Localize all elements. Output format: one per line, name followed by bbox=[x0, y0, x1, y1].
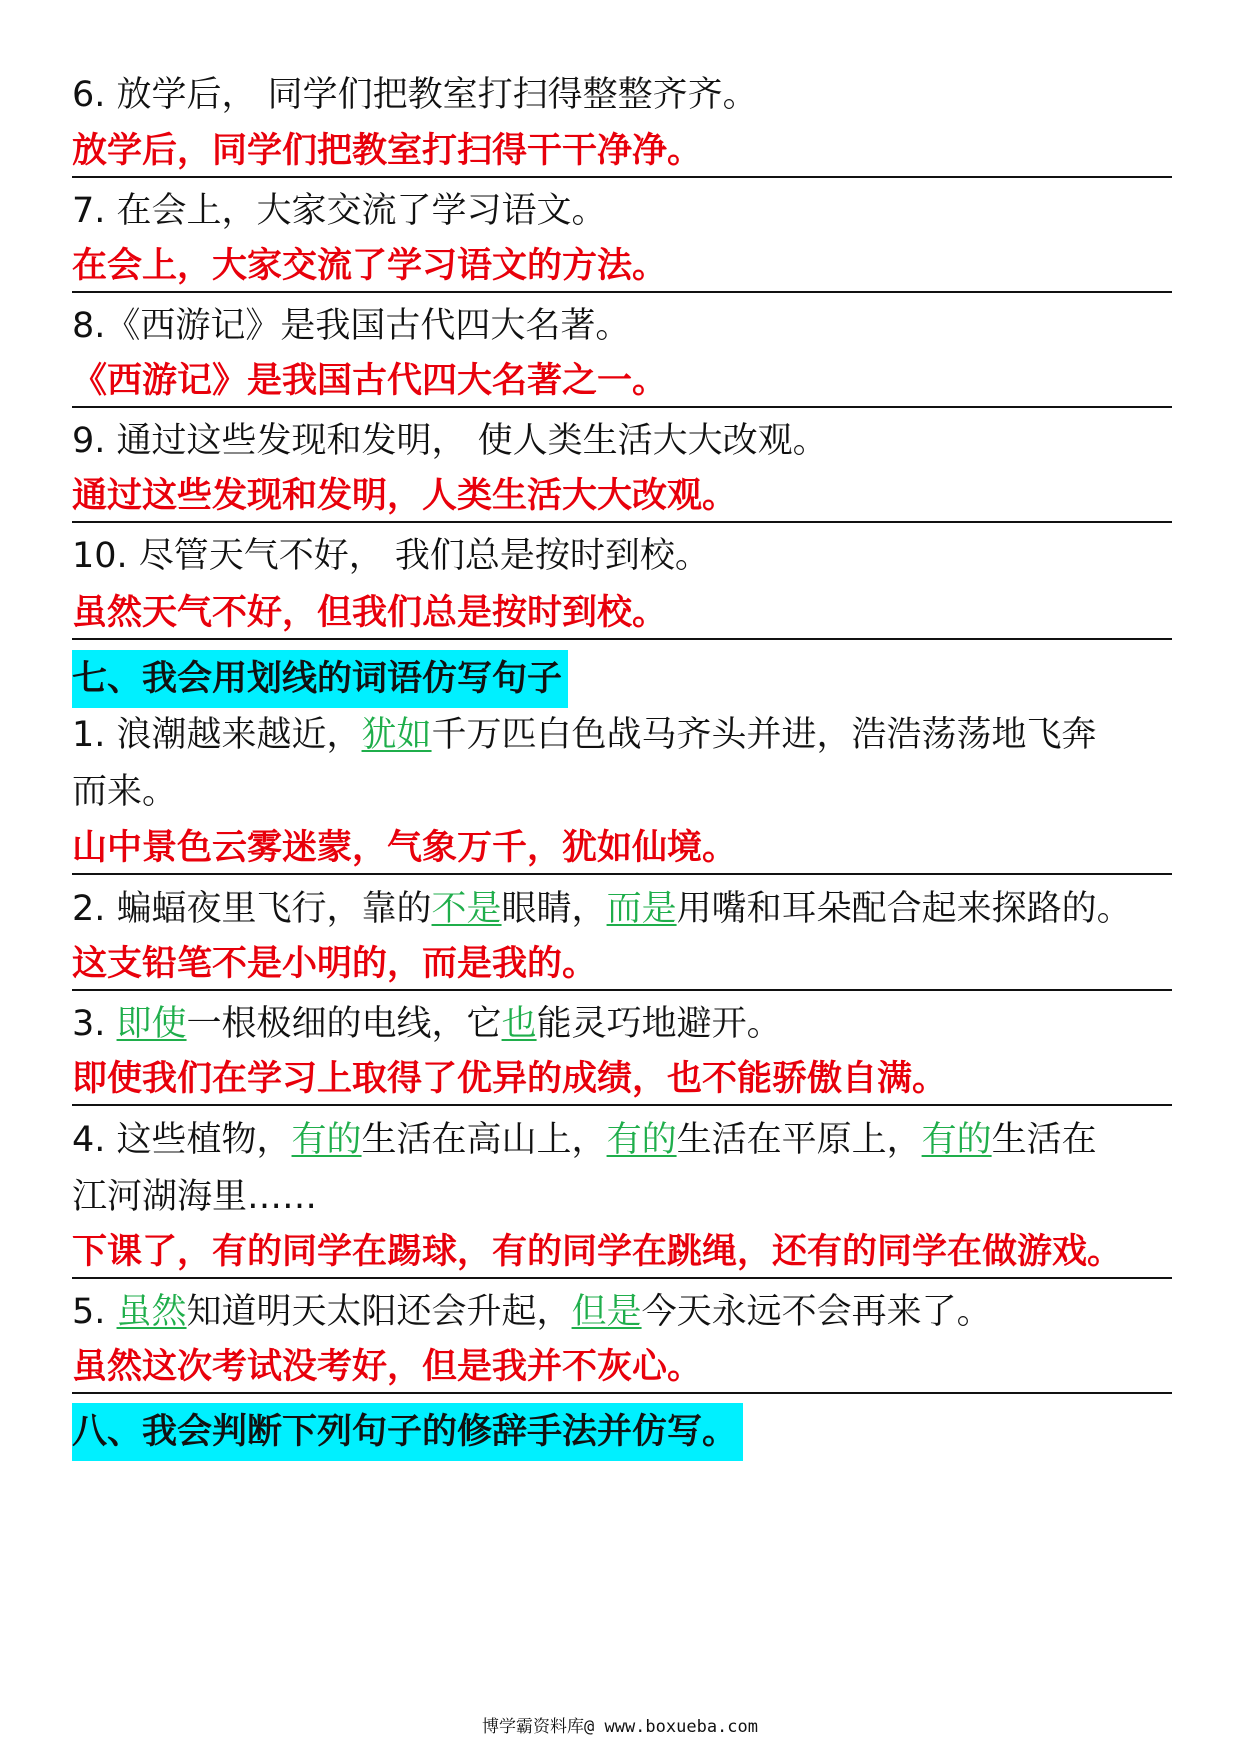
s7-answer-5: 虽然这次考试没考好，但是我并不灰心。 bbox=[72, 1344, 1172, 1394]
question-9: 9. 通过这些发现和发明， 使人类生活大大改观。 bbox=[72, 421, 828, 461]
s7-answer-2: 这支铅笔不是小明的，而是我的。 bbox=[72, 941, 1172, 991]
keyword-underlined: 而是 bbox=[606, 889, 677, 929]
keyword-underlined: 虽然 bbox=[116, 1292, 187, 1332]
keyword-underlined: 有的 bbox=[921, 1120, 992, 1160]
answer-6: 放学后，同学们把教室打扫得干干净净。 bbox=[72, 128, 1172, 178]
q-text: 生活在高山上， bbox=[361, 1120, 607, 1160]
keyword-underlined: 不是 bbox=[431, 889, 502, 929]
s7-question-1-cont: 而来。 bbox=[72, 772, 178, 812]
q-text: 生活在平原上， bbox=[676, 1120, 922, 1160]
section-8-heading: 八、我会判断下列句子的修辞手法并仿写。 bbox=[72, 1403, 743, 1461]
keyword-underlined: 有的 bbox=[606, 1120, 677, 1160]
q-text: 一根极细的电线，它 bbox=[186, 1004, 502, 1044]
s7-question-5 bbox=[72, 1287, 992, 1337]
s7-answer-3: 即使我们在学习上取得了优异的成绩，也不能骄傲自满。 bbox=[72, 1056, 1172, 1106]
keyword-underlined: 也 bbox=[501, 1004, 537, 1044]
q-text: 能灵巧地避开。 bbox=[536, 1004, 782, 1044]
question-7: 7. 在会上，大家交流了学习语文。 bbox=[72, 191, 607, 231]
q-number: 4. 这些植物， bbox=[72, 1120, 292, 1160]
q-text: 生活在 bbox=[991, 1120, 1097, 1160]
s7-question-2 bbox=[72, 884, 1132, 934]
question-6: 6. 放学后， 同学们把教室打扫得整整齐齐。 bbox=[72, 75, 758, 115]
section-7-heading: 七、我会用划线的词语仿写句子 bbox=[72, 650, 568, 708]
q-text: 知道明天太阳还会升起， bbox=[186, 1292, 572, 1332]
s7-answer-1: 山中景色云雾迷蒙，气象万千，犹如仙境。 bbox=[72, 825, 1172, 875]
question-10: 10. 尽管天气不好， 我们总是按时到校。 bbox=[72, 536, 710, 576]
q-number: 2. 蝙蝠夜里飞行，靠的 bbox=[72, 889, 432, 929]
q-text: 千万匹白色战马齐头并进，浩浩荡荡地飞奔 bbox=[431, 715, 1097, 755]
footer-watermark: 博学霸资料库@ www.boxueba.com bbox=[482, 1717, 758, 1737]
keyword-underlined: 即使 bbox=[116, 1004, 187, 1044]
s7-question-4 bbox=[72, 1115, 1097, 1165]
s7-question-4-cont: 江河湖海里…… bbox=[72, 1177, 318, 1217]
q-number: 5. bbox=[72, 1292, 117, 1332]
answer-9: 通过这些发现和发明，人类生活大大改观。 bbox=[72, 473, 1172, 523]
answer-10: 虽然天气不好，但我们总是按时到校。 bbox=[72, 590, 1172, 640]
answer-7: 在会上，大家交流了学习语文的方法。 bbox=[72, 243, 1172, 293]
keyword-underlined: 但是 bbox=[571, 1292, 642, 1332]
q-number: 1. 浪潮越来越近， bbox=[72, 715, 362, 755]
answer-8: 《西游记》是我国古代四大名著之一。 bbox=[72, 358, 1172, 408]
q-text: 今天永远不会再来了。 bbox=[641, 1292, 992, 1332]
q-number: 3. bbox=[72, 1004, 117, 1044]
s7-answer-4: 下课了，有的同学在踢球，有的同学在跳绳，还有的同学在做游戏。 bbox=[72, 1229, 1172, 1279]
keyword-underlined: 犹如 bbox=[361, 715, 432, 755]
s7-question-3 bbox=[72, 999, 782, 1049]
s7-question-1 bbox=[72, 710, 1097, 760]
keyword-underlined: 有的 bbox=[291, 1120, 362, 1160]
q-text: 用嘴和耳朵配合起来探路的。 bbox=[676, 889, 1132, 929]
question-8: 8.《西游记》是我国古代四大名著。 bbox=[72, 306, 631, 346]
q-text: 眼睛， bbox=[501, 889, 607, 929]
